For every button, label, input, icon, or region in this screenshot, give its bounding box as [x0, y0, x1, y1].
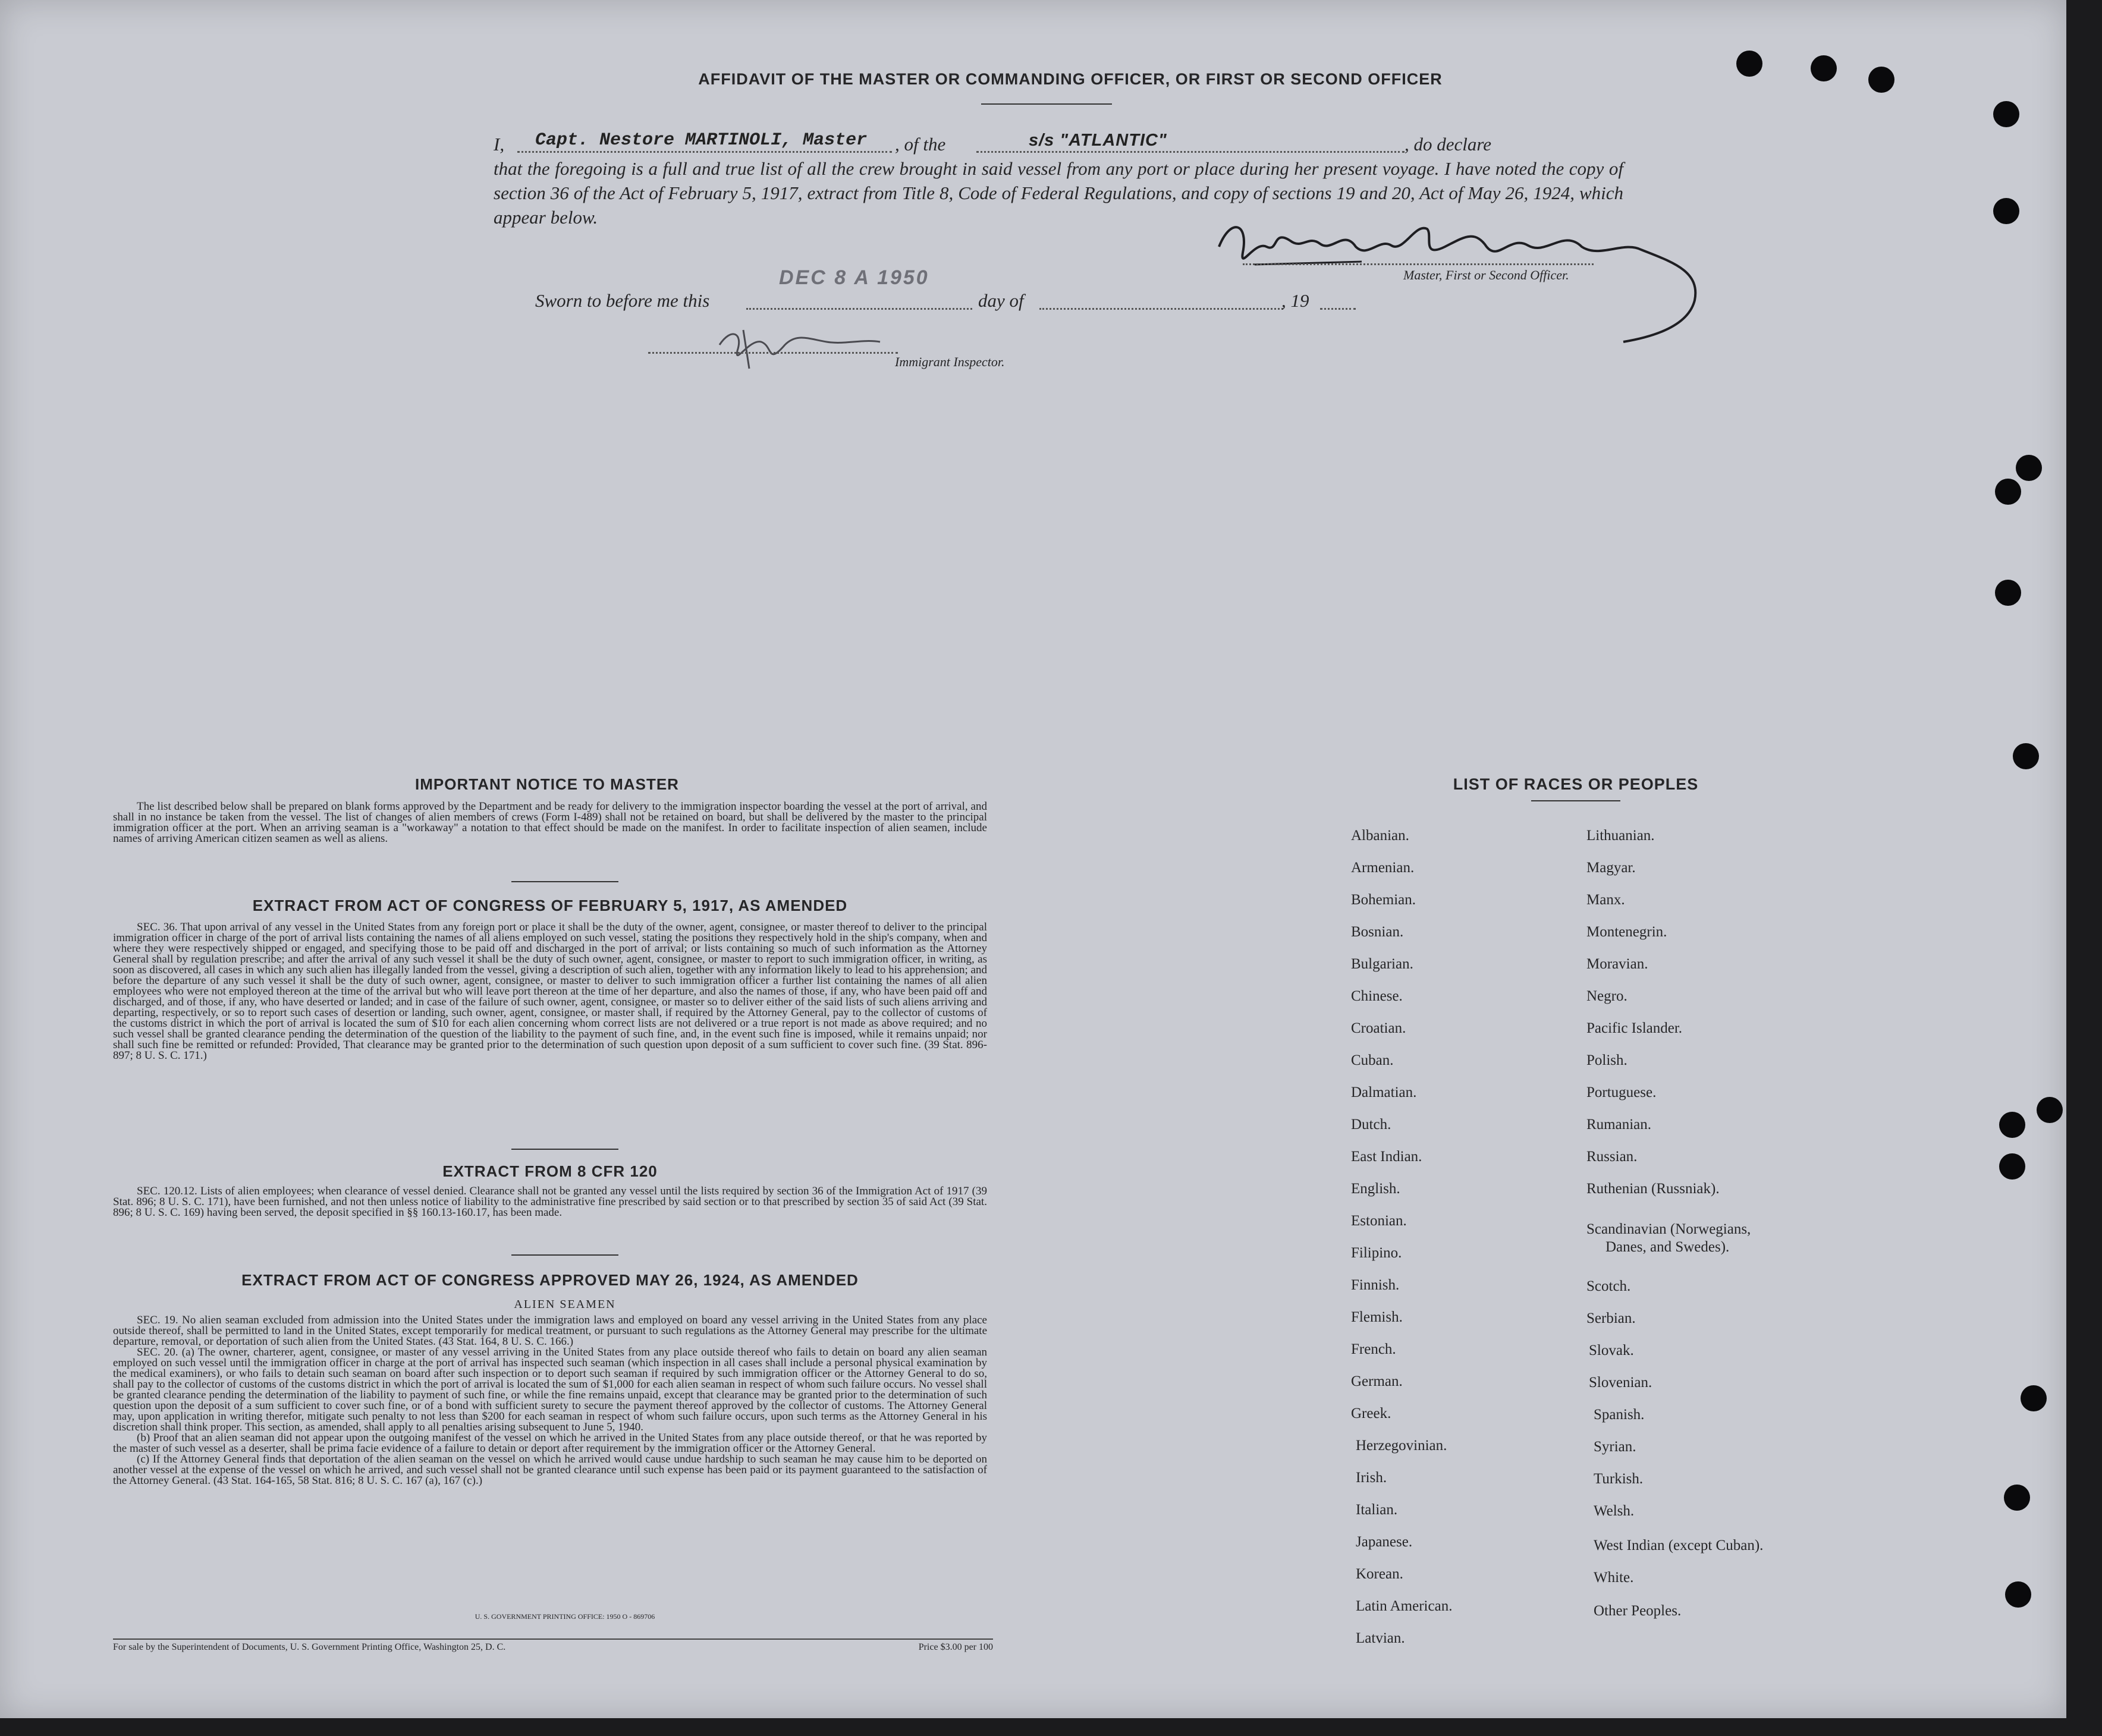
section-20a-paragraph: SEC. 20. (a) The owner, charterer, agent, consignee, or master of any vessel arriving in the United States from any place outside thereof who fails to detain on board any alien seaman employed on such vessel until the immigration officer in charge at the port of arrival has inspected such seaman (which inspection in all cases shall include a personal physical examination by the medical examiners), or who fails to detain such seaman on board after such inspection or to deport such seaman if required by such immigration officer or the Attorney General to do so, shall pay to the collector of customs of the customs district in which the port of arrival is located the sum of $1,000 for each alien seaman in respect of whom such failure occurs. No vessel shall be granted clearance pending the determination of the liability to payment of such fine, or while the fine remains unpaid, except that clearance may be granted prior to the determination of such question upon the deposit of a sum sufficient to cover such fine, or of a bond with sufficient surety to secure the payment thereof approved by the collector of customs. The Attorney General may, upon application in writing therefor, mitigate such penalty to not less than $200 for each seaman in respect of whom such failure occurs, upon such terms as the Attorney General in his discretion shall think proper. This section, as amended, shall apply to all penalties arising subsequent to June 5, 1940. [113, 1346, 987, 1433]
section-20b-paragraph: (b) Proof that an alien seaman did not appear upon the outgoing manifest of the vessel on which he arrived in the United States from any place outside thereof, or that he was reported by the master of such vessel as a deserter, shall be prima facie evidence of a failure to detain or deport after requirement by the immigration officer or the Attorney General. [113, 1432, 987, 1455]
alien-seamen-subtitle: ALIEN SEAMEN [514, 1298, 616, 1311]
race-item: Flemish. [1351, 1309, 1403, 1325]
punch-hole [2016, 455, 2042, 481]
punch-hole [1993, 198, 2019, 224]
race-item: Estonian. [1351, 1213, 1407, 1229]
section-36-paragraph: SEC. 36. That upon arrival of any vessel in the United States from any foreign port or place it shall be the duty of the owner, agent, consignee, or master thereof to deliver to the principal immigration officer in charge of the port of arrival lists containing the names of all aliens employed on such vessel, stating the positions they respectively hold in the ship's company, when and where they were respectively shipped or engaged, and specifying those to be paid off and discharged in the port of arrival; or lists containing so much of such information as the Attorney General shall by regulation prescribe; and after the arrival of any such vessel it shall be the duty of such owner, agent, consignee, or master to report to such immigration officer, in writing, as soon as discovered, all cases in which any such alien has illegally landed from the vessel, giving a description of such alien, together with any information likely to lead to his apprehension; and before the departure of any such vessel it shall be the duty of such owner, agent, consignee, or master to deliver to such immigration officer a further list containing the names of all alien employees who were not employed thereon at the time of the arrival but who will leave port thereon at the time of her departure, and also the names of those, if any, who have been paid off and discharged, and of those, if any, who have deserted or landed; and in case of the failure of such owner, agent, consignee, or master so to deliver either of the said lists of such aliens arriving and departing, respectively, or so to report such cases of desertion or landing, such owner, agent, consignee, or master shall, if required by the Attorney General, pay to the collector of customs of the customs district in which the port of arrival is located the sum of $10 for each alien concerning whom correct lists are not delivered or a true report is not made as above required; and no such vessel shall be granted clearance pending the determination of the question of the liability to the payment of such fine, and, in the event such fine is imposed, while it remains unpaid; nor shall such fine be remitted or refunded: Provided, That clearance may be granted prior to the determination of such question upon deposit of a sum sufficient to cover such fine. (39 Stat. 896-897; 8 U. S. C. 171.) [113, 921, 987, 1062]
race-item: Chinese. [1351, 988, 1403, 1004]
race-item: Magyar. [1586, 860, 1636, 876]
race-item: English. [1351, 1181, 1400, 1197]
declaration-prefix: I, [494, 134, 505, 155]
year-prefix: , 19 [1281, 290, 1309, 311]
divider [511, 881, 618, 882]
race-item: Irish. [1356, 1470, 1387, 1486]
punch-hole [1811, 55, 1837, 81]
punch-hole [1999, 1112, 2025, 1138]
race-item: Cuban. [1351, 1052, 1394, 1068]
affidavit-title: AFFIDAVIT OF THE MASTER OR COMMANDING OFFICER, OR FIRST OR SECOND OFFICER [698, 70, 1443, 88]
date-stamp: DEC 8 A 1950 [779, 266, 929, 289]
master-name: Capt. Nestore MARTINOLI, Master [535, 130, 868, 150]
race-item: Greek. [1351, 1405, 1391, 1421]
footer [113, 1642, 993, 1653]
punch-hole [1999, 1153, 2025, 1180]
race-item: Danes, and Swedes). [1605, 1239, 1730, 1255]
extract-1924-title: EXTRACT FROM ACT OF CONGRESS APPROVED MAY 26, 1924, AS AMENDED [241, 1271, 859, 1289]
punch-hole [2005, 1581, 2031, 1608]
punch-hole [1993, 101, 2019, 127]
race-item: Pacific Islander. [1586, 1020, 1683, 1036]
punch-hole [2037, 1097, 2063, 1123]
race-item: Scandinavian (Norwegians, [1586, 1221, 1751, 1237]
race-item: Manx. [1586, 892, 1625, 908]
gpo-line: U. S. GOVERNMENT PRINTING OFFICE: 1950 O - 869706 [475, 1612, 655, 1621]
race-item: Montenegrin. [1586, 924, 1667, 940]
race-item: Moravian. [1586, 956, 1648, 972]
declaration-first-line [494, 132, 1623, 156]
race-item: Dalmatian. [1351, 1084, 1417, 1100]
notice-body [113, 801, 987, 844]
inspector-label: Immigrant Inspector. [895, 354, 1005, 369]
race-item: Armenian. [1351, 860, 1415, 876]
footer-price: Price $3.00 per 100 [918, 1642, 993, 1652]
race-item: Polish. [1586, 1052, 1627, 1068]
section-120-paragraph: SEC. 120.12. Lists of alien employees; when clearance of vessel denied. Clearance shall not be granted any vessel until the lists required by section 36 of the Immigration Act of 1917 (39 Stat. 896; 8 U. S. C. 171), have been furnished, and not then unless notice of liability to the administrative fine prescribed by said section or to that prescribed by section 35 of said Act (39 Stat. 896; 8 U. S. C. 169) having been served, the deposit specified in §§ 160.13-160.17, has been made. [113, 1185, 987, 1219]
footer-rule [113, 1638, 993, 1640]
race-item: Bosnian. [1351, 924, 1404, 940]
race-item: French. [1351, 1341, 1396, 1357]
sworn-month-line [1039, 308, 1283, 310]
race-item: White. [1594, 1570, 1634, 1586]
race-item: Filipino. [1351, 1245, 1402, 1261]
race-item: Korean. [1356, 1566, 1403, 1582]
divider [511, 1149, 618, 1150]
race-item: Finnish. [1351, 1277, 1400, 1293]
race-item: Lithuanian. [1586, 828, 1655, 844]
races-title: LIST OF RACES OR PEOPLES [1453, 775, 1699, 793]
notice-paragraph: The list described below shall be prepared on blank forms approved by the Department and be ready for delivery to the immigration inspector boarding the vessel at the port of arrival, and shall in no instance be taken from the vessel. The list of changes of alien members of crews (Form I-489) shall not be retained on board, but shall be delivered by the master to the principal immigration officer at the port. When an arriving seaman is a "workaway" a notation to that effect should be made on the manifest. In order to facilitate inspection of alien seamen, include names of arriving American citizen seamen as well as aliens. [113, 800, 987, 845]
race-item: Serbian. [1586, 1310, 1636, 1326]
punch-hole [2013, 743, 2039, 769]
race-item: Russian. [1586, 1149, 1638, 1165]
race-item: Spanish. [1594, 1407, 1645, 1423]
punch-hole [2021, 1385, 2047, 1411]
race-item: Portuguese. [1586, 1084, 1657, 1100]
punch-hole [1995, 479, 2021, 505]
punch-hole [1995, 580, 2021, 606]
race-item: Syrian. [1594, 1439, 1636, 1455]
race-item: Slovak. [1589, 1342, 1634, 1358]
race-item: Scotch. [1586, 1278, 1631, 1294]
race-item: Dutch. [1351, 1117, 1391, 1133]
punch-hole [1736, 51, 1762, 77]
race-item: Latin American. [1356, 1598, 1453, 1614]
year-line [1320, 308, 1356, 310]
footer-sale-text: For sale by the Superintendent of Documents, U. S. Government Printing Office, Washington 25, D. C. [113, 1642, 506, 1652]
race-item: Welsh. [1594, 1503, 1635, 1519]
divider [511, 1254, 618, 1256]
vessel-name: s/s "ATLANTIC" [1029, 131, 1167, 150]
race-item: Rumanian. [1586, 1117, 1652, 1133]
do-declare-text: , do declare [1405, 134, 1492, 155]
race-item: Herzegovinian. [1356, 1438, 1447, 1454]
race-item: Bohemian. [1351, 892, 1416, 908]
race-item: Croatian. [1351, 1020, 1406, 1036]
extract-cfr-title: EXTRACT FROM 8 CFR 120 [442, 1162, 658, 1180]
divider [1531, 800, 1620, 801]
declaration-body: that the foregoing is a full and true list of all the crew brought in said vessel from any port or place during her present voyage. I have noted the copy of section 36 of the Act of February 5, 1917, extract from Title 8, Code of Federal Regulations, and copy of sections 19 and 20, Act of May 26, 1924, which appear below. [494, 158, 1623, 228]
race-item: Turkish. [1594, 1471, 1644, 1487]
extract-cfr-body [113, 1186, 987, 1218]
race-item: Bulgarian. [1351, 956, 1413, 972]
race-item: Negro. [1586, 988, 1627, 1004]
race-item: East Indian. [1351, 1149, 1422, 1165]
sworn-prefix: Sworn to before me this [535, 290, 710, 311]
day-of-text: day of [978, 290, 1024, 311]
section-19-paragraph: SEC. 19. No alien seaman excluded from admission into the United States under the immigration laws and employed on board any vessel arriving in the United States from any place outside thereof, shall be permitted to land in the United States, except temporarily for medical treatment, or pursuant to such regulations as the Attorney General may prescribe for the ultimate departure, removal, or deportation of such alien from the United States. (43 Stat. 164, 8 U. S. C. 166.) [113, 1314, 987, 1348]
inspector-signature-line [648, 352, 898, 354]
extract-1917-title: EXTRACT FROM ACT OF CONGRESS OF FEBRUARY 5, 1917, AS AMENDED [252, 897, 848, 914]
race-item: Slovenian. [1589, 1375, 1652, 1391]
section-20c-paragraph: (c) If the Attorney General finds that deportation of the alien seaman on the vessel on which he arrived would cause undue hardship to such seaman he may cause him to be deported on another vessel at the expense of the vessel on which he arrived, and such vessel shall not be granted clearance until such expense has been paid or its payment guaranteed to the satisfaction of the Attorney General. (43 Stat. 164-165, 58 Stat. 816; 8 U. S. C. 167 (a), 167 (c).) [113, 1453, 987, 1487]
race-item: Italian. [1356, 1502, 1398, 1518]
master-label: Master, First or Second Officer. [1403, 268, 1569, 282]
extract-1924-body [113, 1315, 987, 1486]
punch-hole [1868, 67, 1894, 93]
master-signature-line [1243, 263, 1594, 265]
race-item: Other Peoples. [1594, 1603, 1682, 1619]
race-item: German. [1351, 1373, 1403, 1389]
extract-1917-body [113, 922, 987, 1061]
race-item: Japanese. [1356, 1534, 1413, 1550]
of-the-text: , of the [895, 134, 946, 155]
divider [981, 103, 1112, 105]
punch-hole [2004, 1485, 2030, 1511]
race-item: Ruthenian (Russniak). [1586, 1181, 1720, 1197]
notice-title: IMPORTANT NOTICE TO MASTER [415, 775, 679, 793]
race-item: West Indian (except Cuban). [1594, 1537, 1764, 1553]
race-item: Albanian. [1351, 828, 1409, 844]
race-item: Latvian. [1356, 1630, 1405, 1646]
